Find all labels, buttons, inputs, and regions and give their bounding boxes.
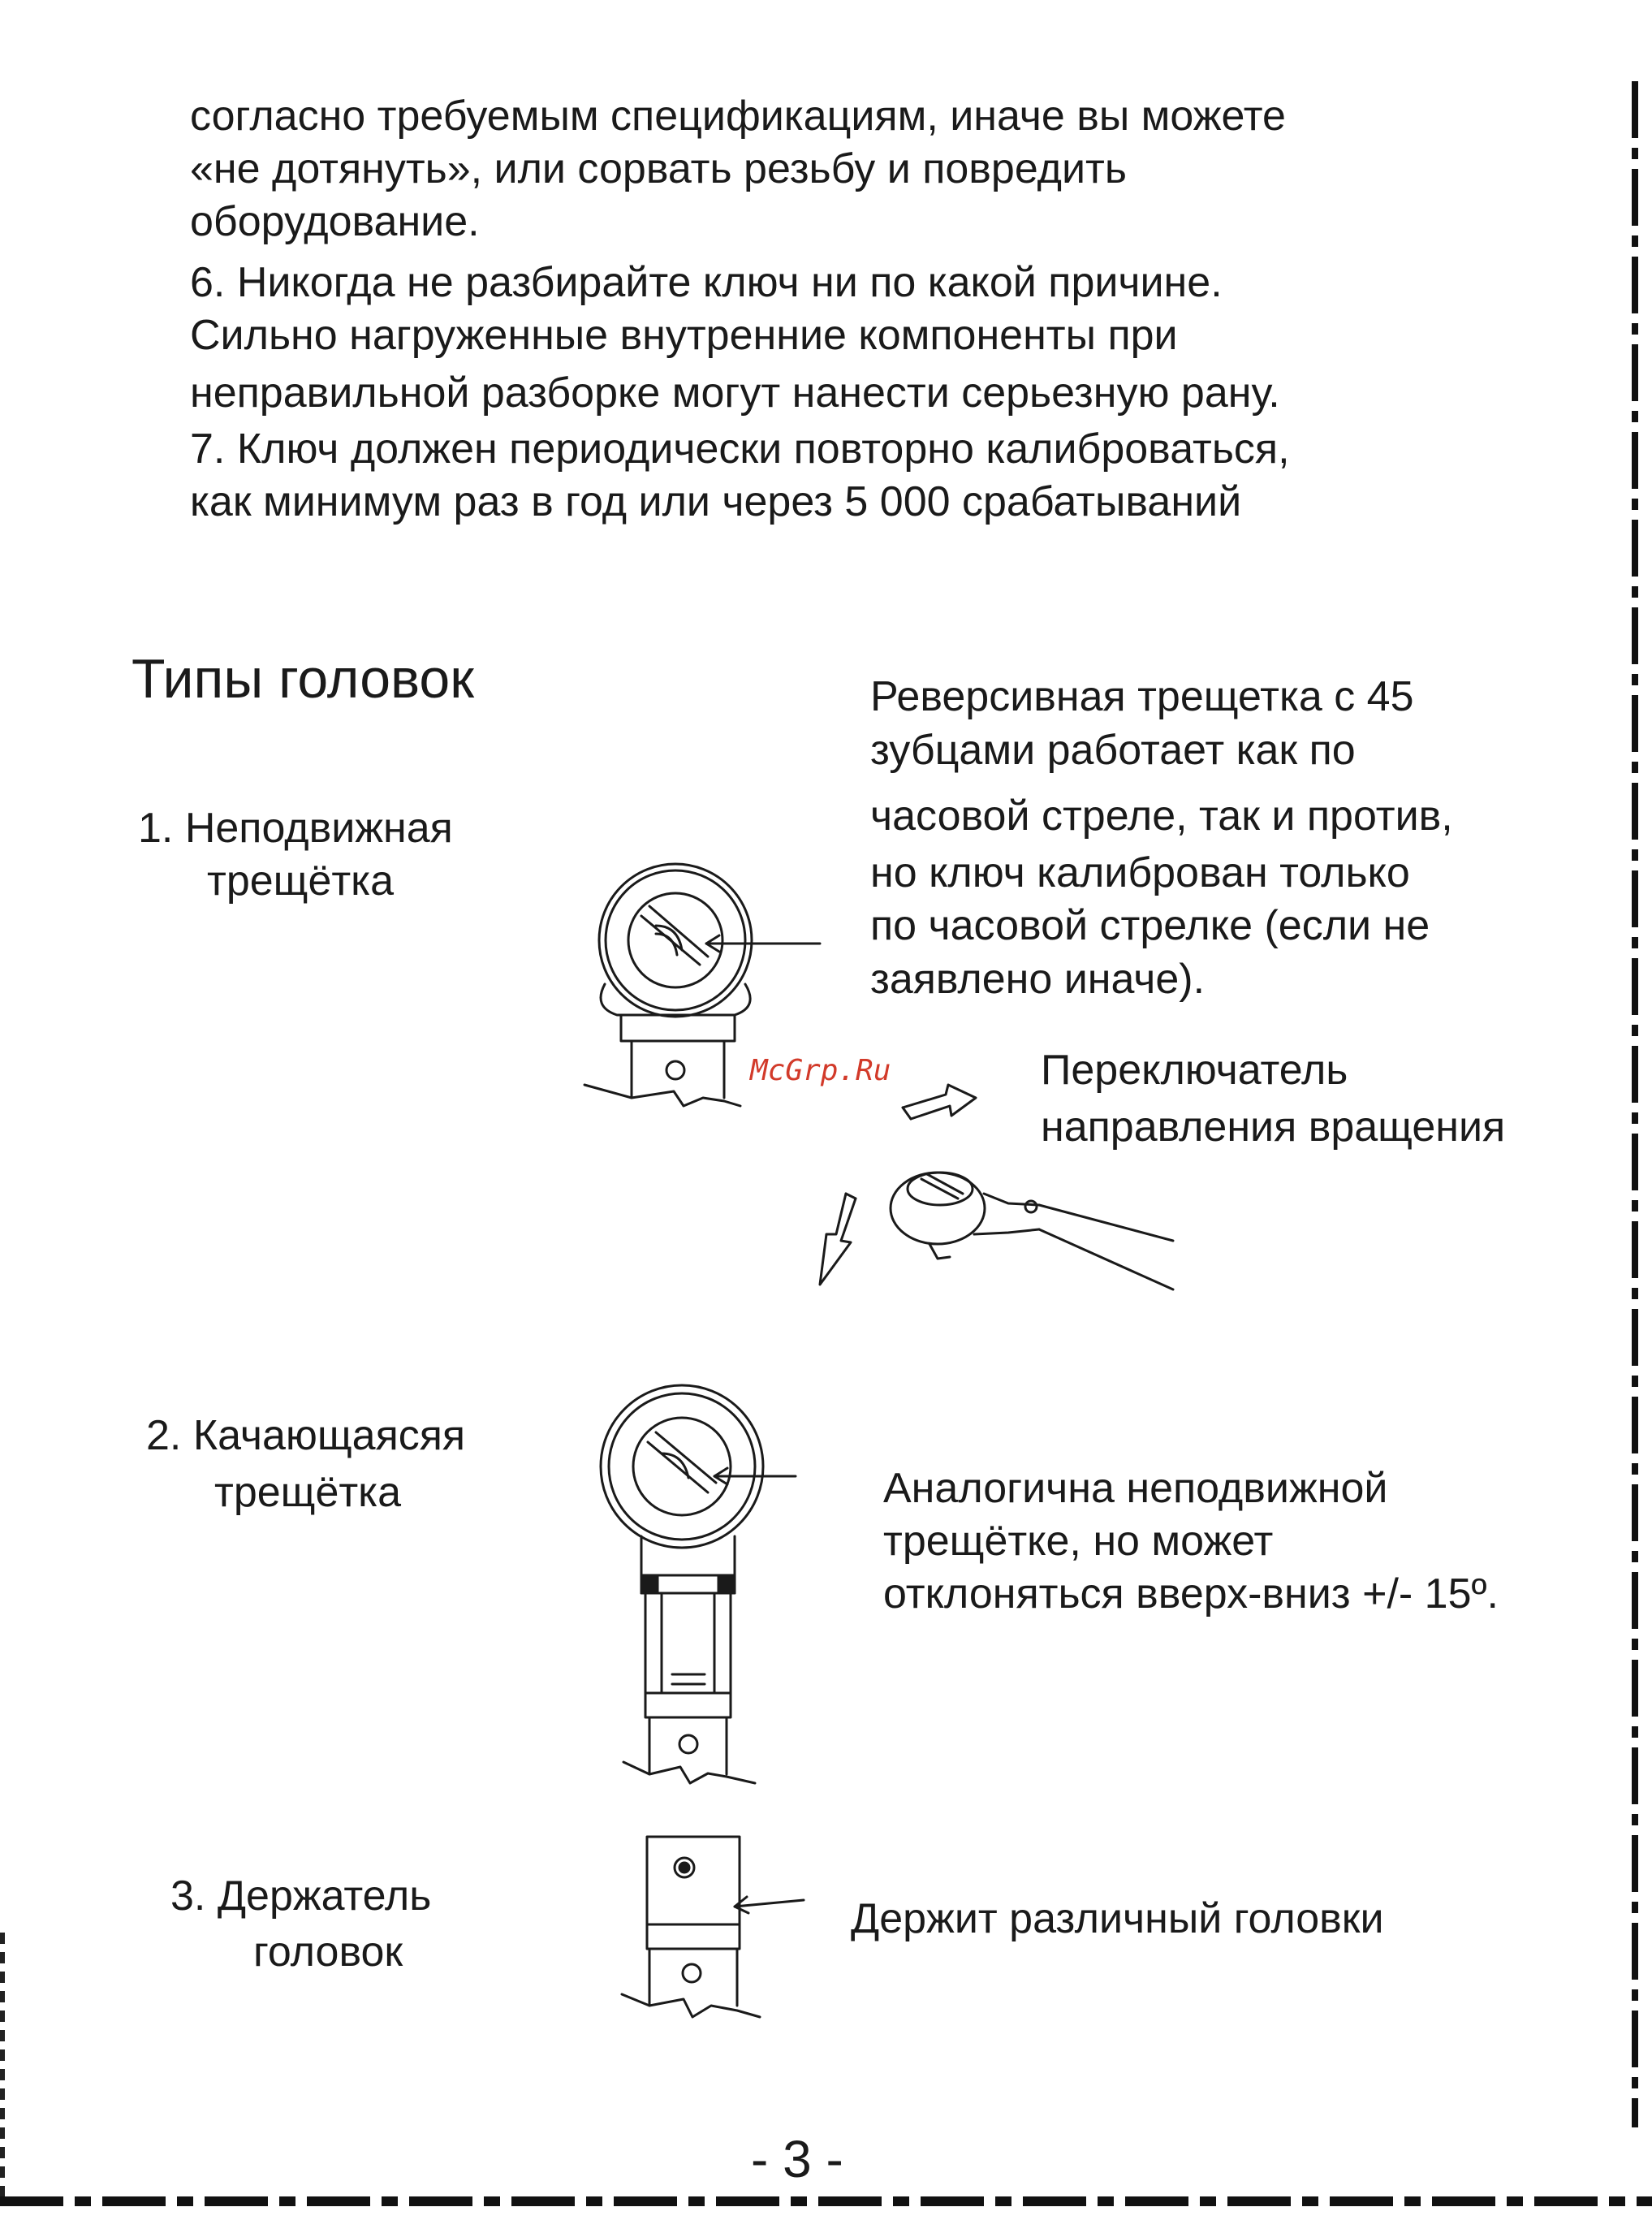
item1-desc-line-5: по часовой стрелке (если не: [870, 902, 1430, 949]
socket-holder-drawing: [622, 1837, 804, 2017]
item1-desc-line-6: заявлено иначе).: [870, 956, 1206, 1003]
switch-label-line-2: направления вращения: [1041, 1104, 1506, 1151]
item3-label-line-2: головок: [253, 1928, 403, 1976]
intro-line-3: оборудование.: [190, 198, 480, 245]
item1-desc-line-1: Реверсивная трещетка с 45: [870, 673, 1414, 720]
item1-label-line-2: трещётка: [207, 857, 394, 905]
item1-label-line-1: 1. Неподвижная: [138, 805, 453, 852]
item1-desc-line-2: зубцами работает как по: [870, 727, 1356, 774]
watermark: McGrp.Ru: [750, 1054, 891, 1087]
item3-label-line-1: 3. Держатель: [170, 1872, 432, 1920]
item2-label-line-2: трещётка: [214, 1469, 401, 1516]
item1-desc-line-3: часовой стреле, так и против,: [870, 793, 1453, 840]
direction-switch-drawing: [820, 1085, 1173, 1289]
item2-desc-line-2: трещётке, но может: [883, 1518, 1274, 1565]
item2-label-line-1: 2. Качающаясяя: [146, 1412, 466, 1459]
item2-desc-line-3: отклоняться вверх-вниз +/- 15º.: [883, 1570, 1499, 1617]
item1-desc-line-4: но ключ калиброван только: [870, 849, 1410, 896]
flex-ratchet-head-drawing: [601, 1385, 796, 1783]
section-title: Типы головок: [132, 648, 474, 710]
intro-line-8: как минимум раз в год или через 5 000 срабатываний: [190, 478, 1242, 525]
item2-desc-line-1: Аналогична неподвижной: [883, 1465, 1388, 1512]
intro-line-6: неправильной разборке могут нанести серьезную рану.: [190, 369, 1280, 417]
fixed-ratchet-head-drawing: [584, 864, 820, 1106]
intro-line-1: согласно требуемым спецификациям, иначе вы можете: [190, 93, 1286, 140]
intro-line-2: «не дотянуть», или сорвать резьбу и повредить: [190, 145, 1127, 192]
switch-label-line-1: Переключатель: [1041, 1047, 1348, 1094]
intro-line-4: 6. Никогда не разбирайте ключ ни по какой причине.: [190, 259, 1223, 306]
item3-desc: Держит различный головки: [851, 1895, 1384, 1942]
page-number: - 3 -: [751, 2130, 843, 2188]
intro-line-7: 7. Ключ должен периодически повторно калиброваться,: [190, 425, 1290, 473]
intro-line-5: Сильно нагруженные внутренние компоненты при: [190, 312, 1178, 359]
